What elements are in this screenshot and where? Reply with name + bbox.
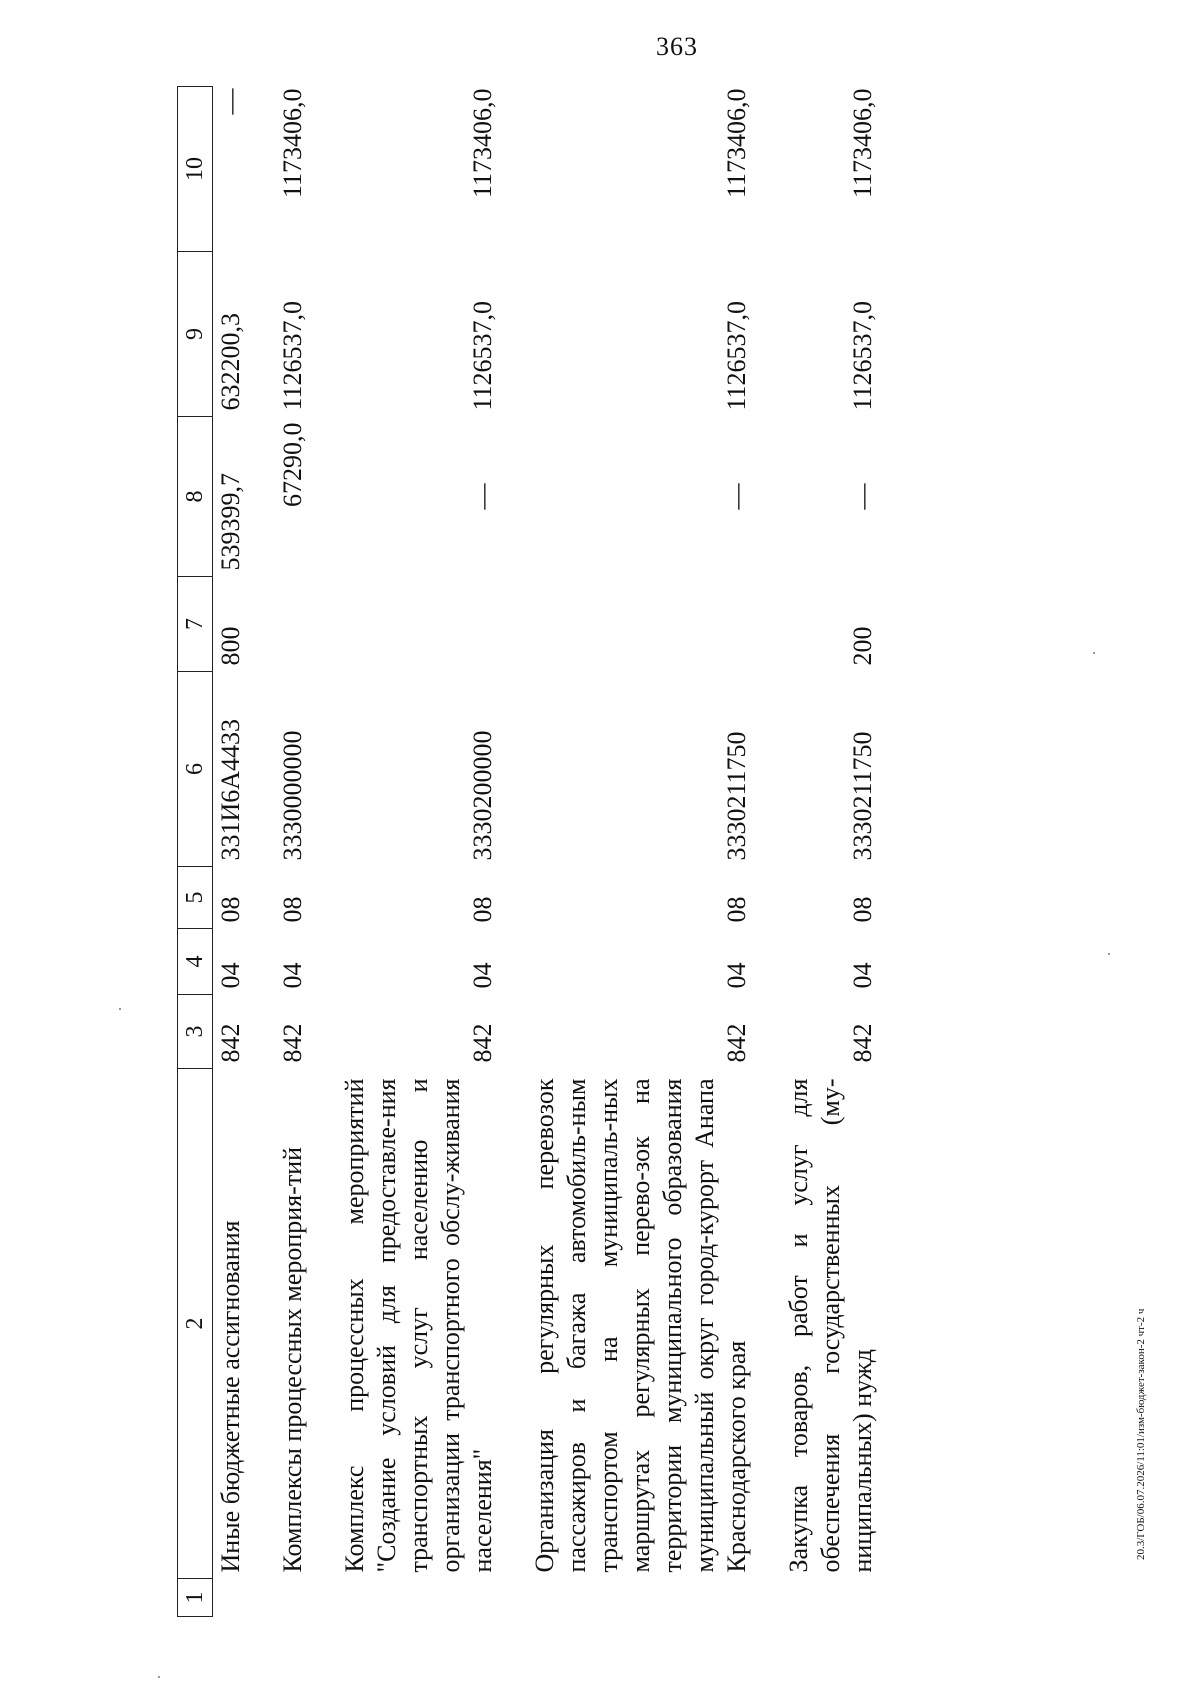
cell-amount-10: 1173406,0	[722, 88, 751, 199]
scan-speck	[158, 1676, 160, 1678]
column-header: 5	[178, 867, 213, 929]
cell-section: 04	[722, 962, 751, 989]
column-header: 2	[178, 1069, 213, 1579]
cell-expense-type	[309, 577, 499, 672]
table-row	[753, 87, 879, 1617]
column-header: 9	[178, 252, 213, 417]
cell-number	[753, 1579, 879, 1617]
table-row	[499, 87, 753, 1617]
scan-speck	[1108, 953, 1110, 955]
cell-description: Комплекс процессных мероприятий "Создание условий для предоставле-ния транспортных услуг населению и организации транспортного обслу-живания населения"	[340, 1078, 497, 1573]
cell-target-article: 3330200000	[468, 730, 497, 861]
cell-subsection: 08	[848, 896, 877, 923]
cell-target-article: 3330000000	[278, 730, 307, 861]
scan-speck	[1093, 652, 1095, 654]
cell-amount-8: 67290,0	[278, 422, 307, 507]
cell-description: Иные бюджетные ассигнования	[216, 1220, 245, 1573]
cell-amount-9: 1126537,0	[278, 300, 307, 411]
cell-expense-type: 800	[216, 626, 245, 666]
cell-section: 04	[848, 962, 877, 989]
page-number: 363	[656, 32, 698, 61]
table-row	[213, 87, 248, 1617]
cell-expense-type	[499, 577, 753, 672]
cell-target-article: 331И6А4433	[216, 718, 245, 861]
cell-amount-8: 539399,7	[216, 473, 245, 571]
cell-subsection: 08	[216, 896, 245, 923]
cell-amount-10: —	[216, 88, 245, 115]
cell-ministry-code: 842	[278, 1023, 307, 1063]
column-header: 10	[178, 87, 213, 252]
cell-subsection: 08	[468, 896, 497, 923]
cell-expense-type	[247, 577, 309, 672]
cell-description: Закупка товаров, работ и услуг для обеспечения государственных (му-ниципальных) нужд	[784, 1078, 877, 1573]
cell-ministry-code: 842	[722, 1023, 751, 1063]
footer-code: 20.3/ГОБ/06.07.2026/11:01/изм-бюджет-закон-2 чт-2 ч	[1135, 1308, 1147, 1560]
table-row	[247, 87, 309, 1617]
cell-target-article: 3330211750	[722, 731, 751, 861]
cell-ministry-code: 842	[468, 1023, 497, 1063]
column-header: 8	[178, 417, 213, 577]
cell-amount-9: 1126537,0	[468, 300, 497, 411]
budget-table	[177, 86, 879, 1617]
rotated-table-wrapper	[177, 87, 1017, 1617]
cell-subsection: 08	[278, 896, 307, 923]
cell-section: 04	[468, 962, 497, 989]
cell-section: 04	[278, 962, 307, 989]
column-header: 4	[178, 929, 213, 995]
table-row	[309, 87, 499, 1617]
cell-ministry-code: 842	[848, 1023, 877, 1063]
cell-number	[247, 1579, 309, 1617]
column-header: 1	[178, 1579, 213, 1617]
cell-number	[309, 1579, 499, 1617]
cell-ministry-code: 842	[216, 1023, 245, 1063]
scan-speck	[119, 1008, 121, 1010]
cell-number	[499, 1579, 753, 1617]
cell-expense-type: 200	[848, 626, 877, 666]
cell-amount-10: 1173406,0	[848, 88, 877, 199]
column-header: 6	[178, 672, 213, 867]
cell-amount-10: 1173406,0	[278, 88, 307, 199]
cell-amount-9: 1126537,0	[722, 300, 751, 411]
cell-amount-9: 1126537,0	[848, 300, 877, 411]
cell-amount-8: —	[722, 483, 751, 510]
column-header: 7	[178, 577, 213, 672]
column-header: 3	[178, 995, 213, 1069]
cell-subsection: 08	[722, 896, 751, 923]
cell-amount-9: 632200,3	[216, 313, 245, 411]
cell-number	[213, 1579, 248, 1617]
cell-description: Комплексы процессных мероприя-тий	[278, 1146, 307, 1573]
cell-amount-10: 1173406,0	[468, 88, 497, 199]
cell-amount-8: —	[848, 483, 877, 510]
cell-amount-8: —	[468, 483, 497, 510]
cell-description: Организация регулярных перевозок пассажиров и багажа автомобиль-ным транспортом на муниципаль-ных маршрутах регулярных перево-зок на территории муниципального образования муниципальный округ город-курорт Анапа Краснодарского края	[530, 1078, 751, 1573]
cell-section: 04	[216, 962, 245, 989]
cell-target-article: 3330211750	[848, 731, 877, 861]
table-header-row	[178, 87, 213, 1617]
